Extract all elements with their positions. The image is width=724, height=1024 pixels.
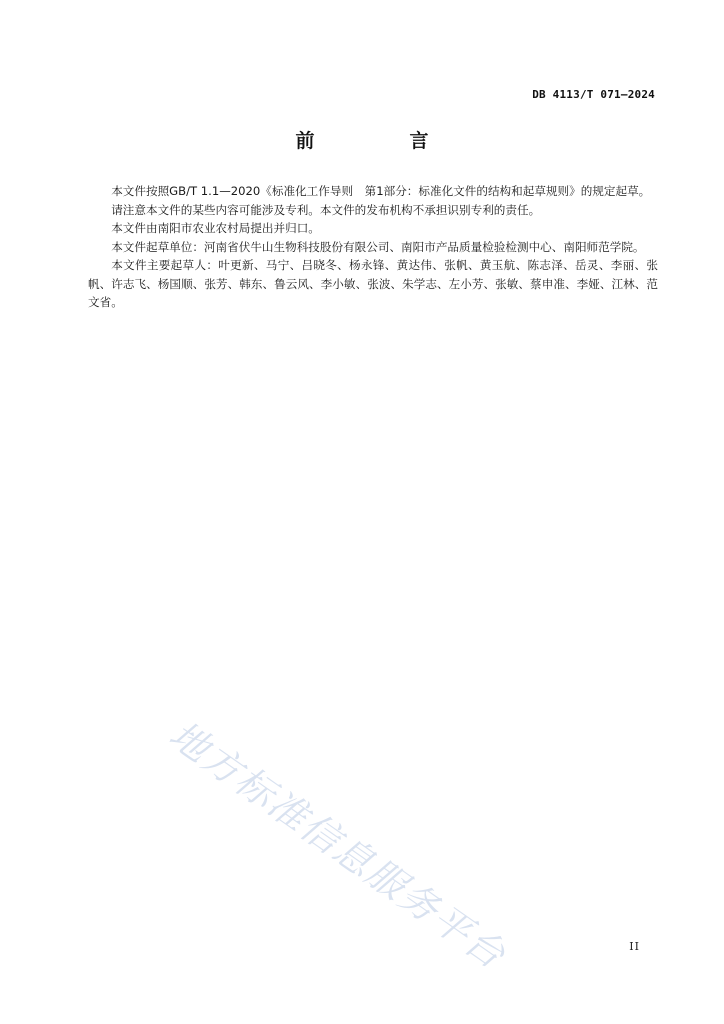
- watermark: 地方标准信息服务平台: [161, 712, 515, 978]
- paragraph-drafting-units: 本文件起草单位：河南省伏牛山生物科技股份有限公司、南阳市产品质量检验检测中心、南阳师范学院。: [111, 239, 645, 254]
- paragraph-drafters: 本文件主要起草人：叶更新、马宁、吕晓冬、杨永锋、黄达伟、张帆、黄玉航、陈志泽、岳灵、李丽、张帆、许志飞、杨国顺、张芳、韩东、鲁云风、李小敏、张波、朱学志、左小芳、张敏、蔡申准、李娅、江林、范文省。: [88, 258, 658, 309]
- paragraph-patent-notice: 请注意本文件的某些内容可能涉及专利。本文件的发布机构不承担识别专利的责任。: [111, 202, 541, 217]
- paragraph-proposer: 本文件由南阳市农业农村局提出并归口。: [111, 221, 320, 235]
- paragraph-drafting-rules: 本文件按照GB/T 1.1—2020《标准化工作导则 第1部分：标准化文件的结构和起草规则》的规定起草。: [111, 184, 651, 198]
- standard-code: DB 4113/T 071—2024: [532, 88, 655, 101]
- page-title: 前 言: [295, 130, 467, 152]
- page-number: II: [629, 940, 640, 953]
- foreword-body: [88, 182, 658, 312]
